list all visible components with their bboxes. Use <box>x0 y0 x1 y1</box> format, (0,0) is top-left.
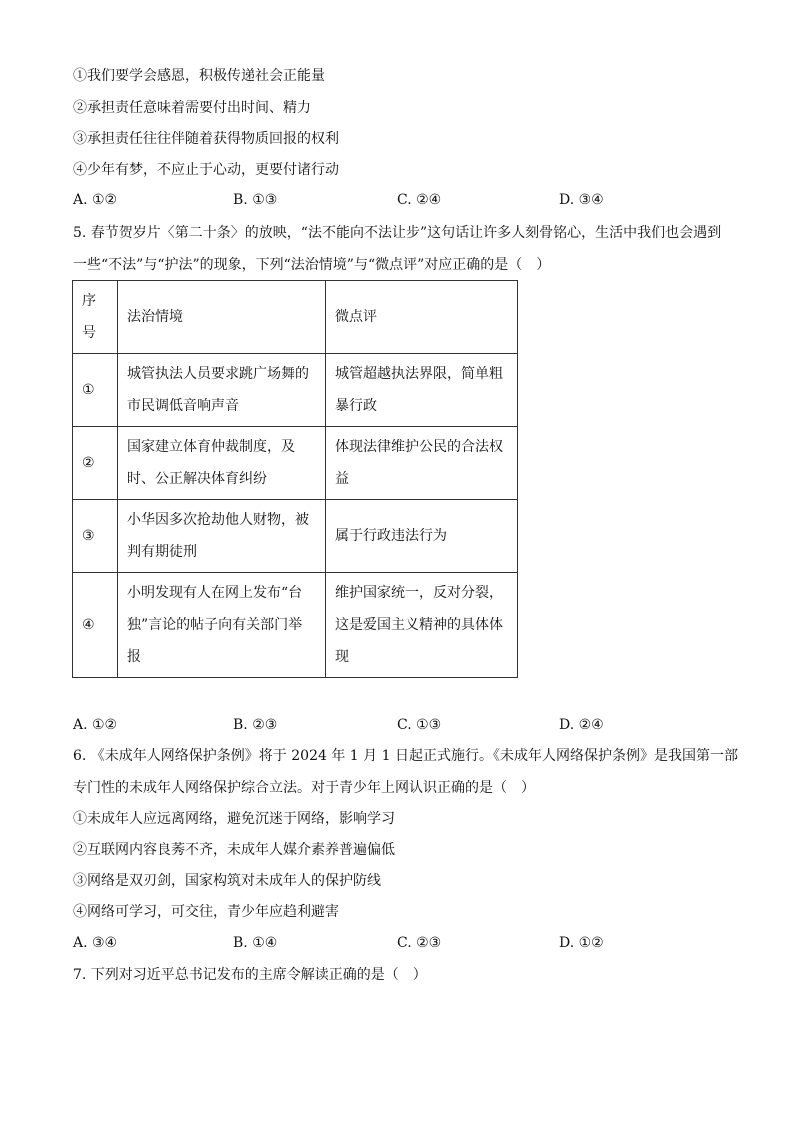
table-row <box>73 354 518 427</box>
q6-stem-line-2: 专门性的未成年人网络保护综合立法。对于青少年上网认识正确的是（ ） <box>73 780 535 796</box>
q4-item-1: ①我们要学会感恩，积极传递社会正能量 <box>73 68 325 84</box>
situation-line: 市民调低音响声音 <box>127 398 239 414</box>
q5-option-c[interactable]: C. ①③ <box>397 717 442 733</box>
row-situation <box>118 500 326 573</box>
table-row <box>73 573 518 678</box>
q6-option-a[interactable]: A. ③④ <box>73 935 118 951</box>
row-number: ③ <box>73 500 118 573</box>
row-comment <box>326 573 518 678</box>
q4-options <box>73 190 733 210</box>
comment-line: 属于行政违法行为 <box>335 528 447 544</box>
row-number: ④ <box>73 573 118 678</box>
q6-item-3: ③网络是双刃剑，国家构筑对未成年人的保护防线 <box>73 873 381 889</box>
q4-option-c[interactable]: C. ②④ <box>397 192 442 208</box>
comment-line: 这是爱国主义精神的具体体 <box>335 617 503 633</box>
q6-option-d[interactable]: D. ①② <box>559 935 604 951</box>
header-number-cell <box>73 281 118 354</box>
situation-line: 时、公正解决体育纠纷 <box>127 471 267 487</box>
q6-option-c[interactable]: C. ②③ <box>397 935 442 951</box>
row-number: ① <box>73 354 118 427</box>
comment-line: 维护国家统一，反对分裂， <box>335 585 503 601</box>
row-situation <box>118 427 326 500</box>
q7-stem: 7. 下列对习近平总书记发布的主席令解读正确的是（ ） <box>73 967 427 983</box>
table-row <box>73 427 518 500</box>
q5-option-a[interactable]: A. ①② <box>73 717 118 733</box>
q6-item-1: ①未成年人应远离网络，避免沉迷于网络，影响学习 <box>73 811 395 827</box>
q5-stem-line-2: 一些“不法”与“护法”的现象，下列“法治情境”与“微点评”对应正确的是（ ） <box>73 257 551 273</box>
q6-item-4: ④网络可学习，可交往，青少年应趋利避害 <box>73 904 339 920</box>
row-comment <box>326 427 518 500</box>
comment-line: 体现法律维护公民的合法权 <box>335 439 503 455</box>
q5-options <box>73 715 733 735</box>
header-number-line-1: 序 <box>82 293 96 309</box>
comment-line: 益 <box>335 471 349 487</box>
situation-line: 城管执法人员要求跳广场舞的 <box>127 366 309 382</box>
situation-line: 小明发现有人在网上发布“台 <box>127 585 303 601</box>
q6-item-2: ②互联网内容良莠不齐，未成年人媒介素养普遍偏低 <box>73 842 395 858</box>
header-number-line-2: 号 <box>82 325 96 341</box>
q5-stem-line-1: 5. 春节贺岁片〈第二十条〉的放映，“法不能向不法让步”这句话让许多人刻骨铭心，生活中我们也会遇到 <box>73 225 722 241</box>
row-situation <box>118 573 326 678</box>
situation-line: 国家建立体育仲裁制度，及 <box>127 439 295 455</box>
comment-line: 城管超越执法界限，简单粗 <box>335 366 503 382</box>
q6-stem-line-1: 6. 《未成年人网络保护条例》将于 2024 年 1 月 1 日起正式施行。《未成年人网络保护条例》是我国第一部 <box>73 748 738 764</box>
situation-line: 判有期徒刑 <box>127 544 197 560</box>
q4-option-a[interactable]: A. ①② <box>73 192 118 208</box>
row-comment <box>326 500 518 573</box>
row-situation <box>118 354 326 427</box>
q5-law-table <box>72 280 518 678</box>
table-header-row <box>73 281 518 354</box>
q5-option-b[interactable]: B. ②③ <box>233 717 278 733</box>
q4-item-2: ②承担责任意味着需要付出时间、精力 <box>73 100 311 116</box>
q6-options <box>73 933 733 953</box>
q4-item-3: ③承担责任往往伴随着获得物质回报的权利 <box>73 131 339 147</box>
q4-option-b[interactable]: B. ①③ <box>233 192 278 208</box>
q4-item-4: ④少年有梦，不应止于心动，更要付诸行动 <box>73 162 339 178</box>
comment-line: 暴行政 <box>335 398 377 414</box>
q6-option-b[interactable]: B. ①④ <box>233 935 278 951</box>
table-row <box>73 500 518 573</box>
row-comment <box>326 354 518 427</box>
q5-option-d[interactable]: D. ②④ <box>559 717 604 733</box>
header-situation: 法治情境 <box>118 281 326 354</box>
situation-line: 独”言论的帖子向有关部门举报 <box>127 617 303 665</box>
comment-line: 现 <box>335 649 349 665</box>
header-comment: 微点评 <box>326 281 518 354</box>
q4-option-d[interactable]: D. ③④ <box>559 192 604 208</box>
situation-line: 小华因多次抢劫他人财物，被 <box>127 512 309 528</box>
row-number: ② <box>73 427 118 500</box>
